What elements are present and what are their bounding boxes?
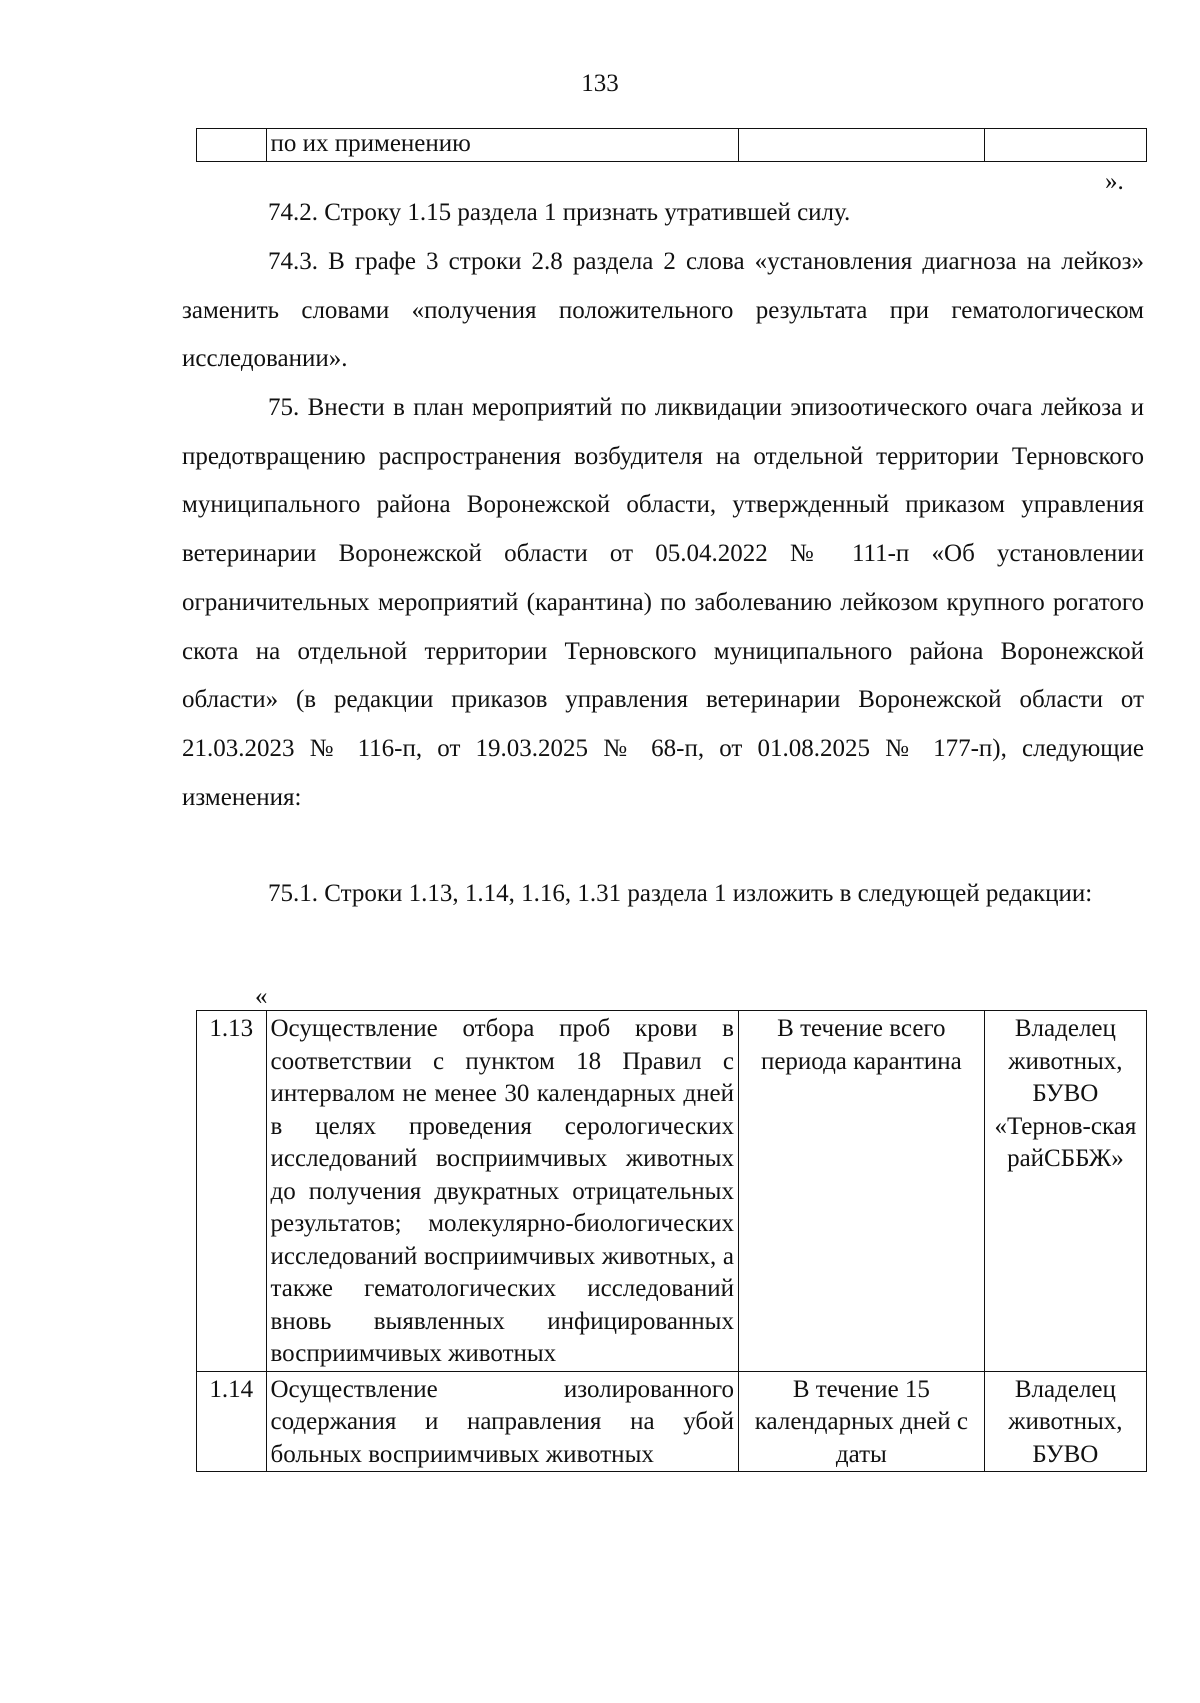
page-number: 133 [581, 70, 619, 97]
closing-quote: ». [1105, 168, 1124, 195]
measure-term: В течение всего периода карантина [738, 1011, 984, 1372]
table-row [197, 1371, 1147, 1472]
opening-quote: « [255, 983, 268, 1010]
paragraph-74-2: 74.2. Строку 1.15 раздела 1 признать утратившей силу. [268, 199, 851, 226]
measure-description: Осуществление отбора проб крови в соответствии с пунктом 18 Правил с интервалом не менее 30 календарных дней в целях проведения серологических исследований восприимчивых животных до получения двукратных отрицательных результатов; молекулярно-биологических исследований восприимчивых животных, а также гематологических исследований вновь выявленных инфицированных восприимчивых животных [266, 1011, 738, 1372]
table-cell-term [738, 129, 984, 162]
measures-table [196, 1010, 1147, 1472]
table-row [197, 129, 1147, 162]
table-cell-responsible [984, 129, 1146, 162]
row-number: 1.14 [197, 1371, 267, 1472]
table-cell-number [197, 129, 267, 162]
measure-term: В течение 15 календарных дней с даты [738, 1371, 984, 1472]
measure-description: Осуществление изолированного содержания и направления на убой больных восприимчивых животных [266, 1371, 738, 1472]
measure-responsible: Владелец животных, БУВО [984, 1371, 1146, 1472]
paragraph-74-3: 74.3. В графе 3 строки 2.8 раздела 2 слова «установления диагноза на лейкоз» заменить словами «получения положительного результата при гематологическом исследовании». [182, 248, 1144, 373]
table-row [197, 1011, 1147, 1372]
paragraph-75-1: 75.1. Строки 1.13, 1.14, 1.16, 1.31 раздела 1 изложить в следующей редакции: [268, 880, 1093, 907]
continued-table-fragment [196, 128, 1147, 162]
row-number: 1.13 [197, 1011, 267, 1372]
measure-responsible: Владелец животных, БУВО «Тернов-ская райСББЖ» [984, 1011, 1146, 1372]
table-cell-description: по их применению [266, 129, 738, 162]
paragraph-75: 75. Внести в план мероприятий по ликвидации эпизоотического очага лейкоза и предотвращению распространения возбудителя на отдельной территории Терновского муниципального района Воронежской области, утвержденный приказом управления ветеринарии Воронежской области от 05.04.2022 № 111-п «Об установлении ограничительных мероприятий (карантина) по заболеванию лейкозом крупного рогатого скота на отдельной территории Терновского муниципального района Воронежской области» (в редакции приказов управления ветеринарии Воронежской области от 21.03.2023 № 116-п, от 19.03.2025 № 68-п, от 01.08.2025 № 177-п), следующие изменения: [182, 394, 1144, 811]
